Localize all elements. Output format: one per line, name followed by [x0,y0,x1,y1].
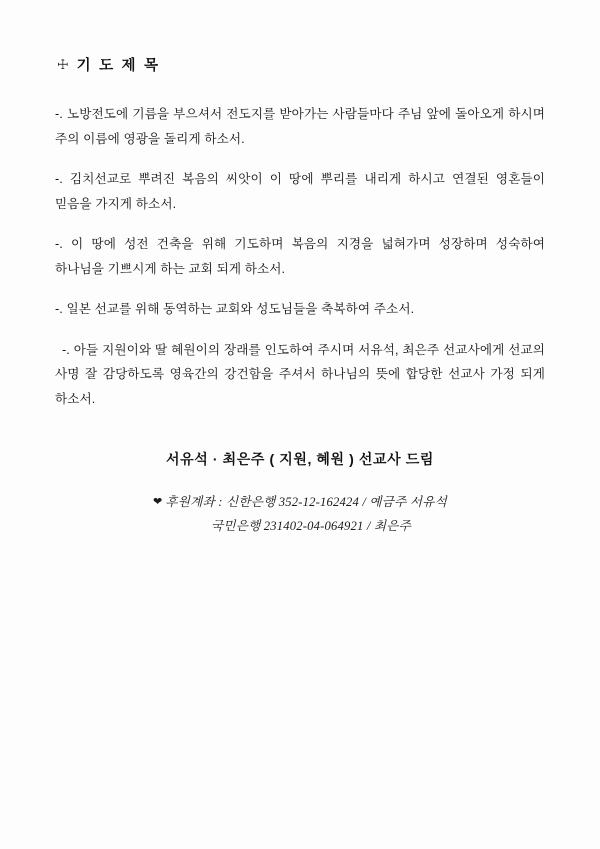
page-title-text: 기 도 제 목 [76,58,161,74]
prayer-item: -. 이 땅에 성전 건축을 위해 기도하며 복음의 지경을 넓혀가며 성장하며 성숙하여 하나님을 기쁘시게 하는 교회 되게 하소서. [55,237,545,276]
support-account-line-2: 국민은행 231402-04-064921 / 최은주 [210,518,412,533]
heart-icon: ❤ [153,496,163,509]
prayer-item: -. 노방전도에 기름을 부으셔서 전도지를 받아가는 사람들마다 주님 앞에 돌아오게 하시며 주의 이름에 영광을 돌리게 하소서. [55,107,545,146]
signature-line: 서유석 · 최은주 ( 지원, 혜원 ) 선교사 드림 [165,451,435,468]
cross-icon: ☩ [57,57,69,72]
support-account-text-1: 후원계좌 : 신한은행 352-12-162424 / 예금주 서유석 [165,495,447,510]
prayer-request-list [55,102,545,411]
page-title [57,54,545,75]
prayer-item: -. 김치선교로 뿌려진 복음의 씨앗이 이 땅에 뿌리를 내리게 하시고 연결된 영혼들이 믿음을 가지게 하소서. [55,172,545,211]
prayer-item: -. 아들 지원이와 딸 혜원이의 장래를 인도하여 주시며 서유석, 최은주 선교사에게 선교의 사명 잘 감당하도록 영육간의 강건함을 주셔서 하나님의 뜻에 합당한 선교사 가정 되게 하소서. [55,342,545,406]
support-account-line-1 [55,491,545,514]
prayer-item: -. 일본 선교를 위해 동역하는 교회와 성도님들을 축복하여 주소서. [55,302,415,317]
support-account-block [55,491,545,538]
